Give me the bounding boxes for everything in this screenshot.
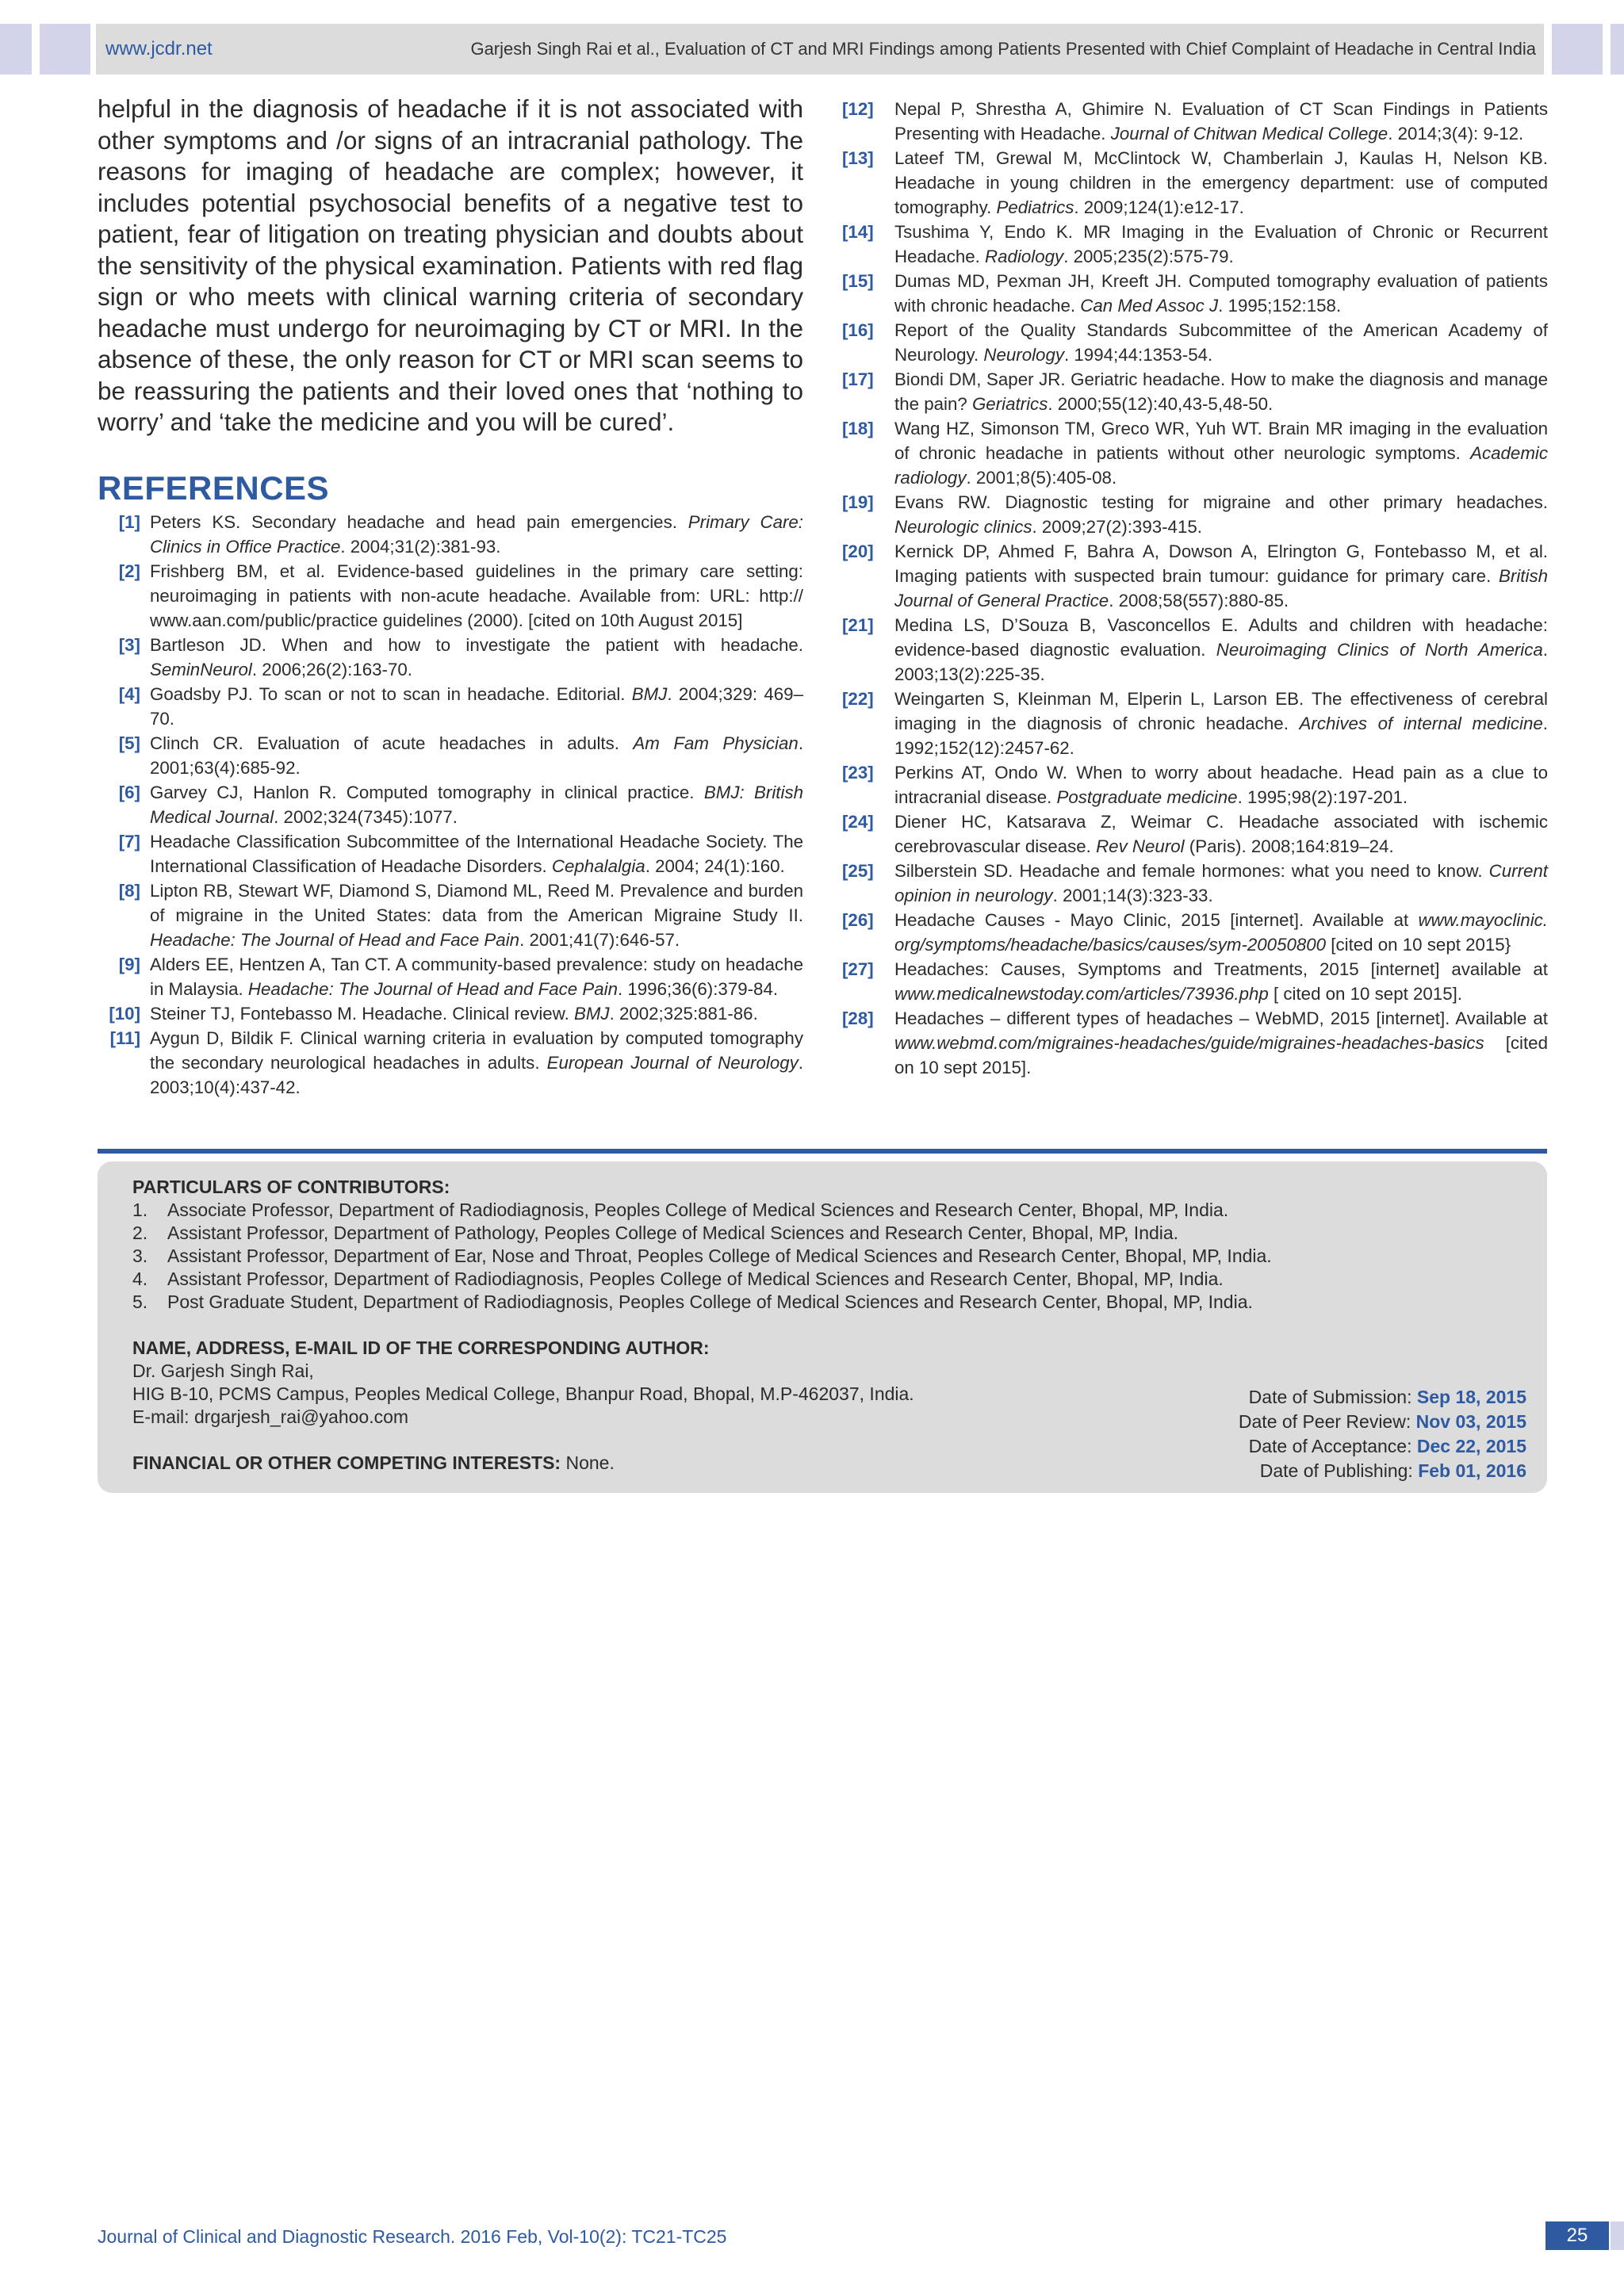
reference-item	[842, 220, 1548, 269]
reference-number: [16]	[842, 320, 874, 340]
header-decor-square-2	[40, 24, 90, 75]
reference-number: [3]	[118, 634, 140, 655]
reference-item	[842, 416, 1548, 490]
reference-item	[842, 957, 1548, 1006]
running-title: Garjesh Singh Rai et al., Evaluation of CT and MRI Findings among Patients Presented with Chief Complaint of Headache in Central India	[470, 39, 1536, 59]
section-divider	[98, 1149, 1547, 1154]
reference-text: Alders EE, Hentzen A, Tan CT. A community-based prevalence: study on headache in Malaysia. Headache: The Journal of Head and Face Pain. 1996;36(6):379-84.	[150, 954, 803, 999]
reference-text: Headaches – different types of headaches – WebMD, 2015 [internet]. Available at www.webmd.com/migraines-headaches/guide/migraines-headaches-basics [cited on 10 sept 2015].	[894, 1008, 1548, 1077]
reference-number: [28]	[842, 1008, 874, 1028]
reference-item	[842, 613, 1548, 687]
reference-item	[842, 760, 1548, 809]
reference-number: [2]	[118, 561, 140, 581]
reference-item	[98, 878, 803, 952]
reference-text: Report of the Quality Standards Subcommittee of the American Academy of Neurology. Neurology. 1994;44:1353-54.	[894, 320, 1548, 365]
site-link[interactable]: www.jcdr.net	[105, 38, 213, 59]
reference-number: [26]	[842, 910, 874, 930]
competing-interests-label: FINANCIAL OR OTHER COMPETING INTERESTS:	[132, 1452, 561, 1473]
reference-text: Headache Causes - Mayo Clinic, 2015 [internet]. Available at www.mayoclinic. org/symptoms/headache/basics/causes/sym-20050800 [cited on 10 sept 2015}	[894, 910, 1548, 955]
date-peer-review: Date of Peer Review: Nov 03, 2015	[1238, 1411, 1526, 1432]
reference-item	[842, 146, 1548, 220]
reference-item	[98, 633, 803, 682]
reference-number: [15]	[842, 271, 874, 291]
reference-text: Bartleson JD. When and how to investigate the patient with headache. SeminNeurol. 2006;26(2):163-70.	[150, 634, 803, 679]
reference-number: [17]	[842, 369, 874, 389]
header-decor-square-1	[0, 24, 32, 75]
reference-number: [12]	[842, 99, 874, 119]
references-heading: REFERENCES	[98, 469, 330, 507]
reference-number: [27]	[842, 959, 874, 979]
reference-text: Frishberg BM, et al. Evidence-based guidelines in the primary care setting: neuroimaging in patients with non-acute headache. Available from: URL: http:// www.aan.com/public/practice guidelines (2000). [cited on 10th August 2015]	[150, 561, 803, 630]
contributor-item: 3. Assistant Professor, Department of Ear, Nose and Throat, Peoples College of Medical Sciences and Research Center, Bhopal, MP, India.	[132, 1246, 1272, 1266]
reference-number: [19]	[842, 492, 874, 512]
reference-item	[842, 859, 1548, 908]
reference-number: [5]	[118, 733, 140, 753]
reference-text: Lateef TM, Grewal M, McClintock W, Chamberlain J, Kaulas H, Nelson KB. Headache in young children in the emergency department: use of computed tomography. Pediatrics. 2009;124(1):e12-17.	[894, 148, 1548, 217]
right-column	[842, 94, 1548, 1080]
contributor-item: 1. Associate Professor, Department of Radiodiagnosis, Peoples College of Medical Sciences and Research Center, Bhopal, MP, India.	[132, 1200, 1229, 1220]
header-decor-square-4	[1611, 24, 1624, 75]
reference-text: Steiner TJ, Fontebasso M. Headache. Clinical review. BMJ. 2002;325:881-86.	[150, 1003, 758, 1024]
reference-number: [20]	[842, 541, 874, 561]
reference-text: Garvey CJ, Hanlon R. Computed tomography in clinical practice. BMJ: British Medical Journal. 2002;324(7345):1077.	[150, 782, 803, 827]
reference-text: Headaches: Causes, Symptoms and Treatments, 2015 [internet] available at www.medicalnewstoday.com/articles/73936.php [ cited on 10 sept 2015].	[894, 959, 1548, 1004]
reference-number: [13]	[842, 148, 874, 168]
reference-text: Dumas MD, Pexman JH, Kreeft JH. Computed tomography evaluation of patients with chronic headache. Can Med Assoc J. 1995;152:158.	[894, 271, 1548, 316]
contributors-heading: PARTICULARS OF CONTRIBUTORS:	[132, 1177, 450, 1197]
corresponding-name: Dr. Garjesh Singh Rai,	[132, 1360, 314, 1381]
date-submission: Date of Submission: Sep 18, 2015	[1248, 1387, 1526, 1407]
contributor-item: 2. Assistant Professor, Department of Pathology, Peoples College of Medical Sciences and Research Center, Bhopal, MP, India.	[132, 1223, 1179, 1243]
reference-text: Wang HZ, Simonson TM, Greco WR, Yuh WT. Brain MR imaging in the evaluation of chronic headache in patients without other neurologic symptoms. Academic radiology. 2001;8(5):405-08.	[894, 419, 1548, 488]
reference-text: Evans RW. Diagnostic testing for migraine and other primary headaches. Neurologic clinics. 2009;27(2):393-415.	[894, 492, 1548, 537]
reference-number: [9]	[118, 954, 140, 974]
reference-number: [1]	[118, 511, 140, 532]
reference-item	[842, 687, 1548, 760]
reference-text: Diener HC, Katsarava Z, Weimar C. Headache associated with ischemic cerebrovascular disease. Rev Neurol (Paris). 2008;164:819–24.	[894, 812, 1548, 856]
author-info-box	[98, 1161, 1547, 1493]
reference-item	[842, 318, 1548, 367]
reference-item	[842, 490, 1548, 539]
reference-text: Tsushima Y, Endo K. MR Imaging in the Evaluation of Chronic or Recurrent Headache. Radiology. 2005;235(2):575-79.	[894, 222, 1548, 266]
date-acceptance: Date of Acceptance: Dec 22, 2015	[1248, 1436, 1526, 1456]
corresponding-address: HIG B-10, PCMS Campus, Peoples Medical College, Bhanpur Road, Bhopal, M.P-462037, India.	[132, 1383, 914, 1404]
reference-item	[842, 367, 1548, 416]
reference-text: Goadsby PJ. To scan or not to scan in headache. Editorial. BMJ. 2004;329: 469–70.	[150, 683, 803, 729]
reference-item	[98, 731, 803, 780]
footer-decor-square	[1611, 2221, 1624, 2250]
reference-item	[98, 682, 803, 731]
reference-text: Weingarten S, Kleinman M, Elperin L, Larson EB. The effectiveness of cerebral imaging in the diagnosis of chronic headache. Archives of internal medicine. 1992;152(12):2457-62.	[894, 689, 1548, 758]
reference-item	[98, 780, 803, 829]
reference-text: Medina LS, D’Souza B, Vasconcellos E. Adults and children with headache: evidence-based diagnostic evaluation. Neuroimaging Clinics of North America. 2003;13(2):225-35.	[894, 615, 1548, 684]
reference-item	[842, 269, 1548, 318]
contributor-item: 4. Assistant Professor, Department of Radiodiagnosis, Peoples College of Medical Sciences and Research Center, Bhopal, MP, India.	[132, 1269, 1224, 1289]
reference-text: Perkins AT, Ondo W. When to worry about headache. Head pain as a clue to intracranial disease. Postgraduate medicine. 1995;98(2):197-201.	[894, 763, 1548, 807]
reference-number: [22]	[842, 689, 874, 709]
reference-item	[842, 809, 1548, 859]
reference-item	[842, 1006, 1548, 1080]
contributors-list	[132, 1199, 1512, 1314]
reference-number: [18]	[842, 419, 874, 438]
reference-text: Lipton RB, Stewart WF, Diamond S, Diamond ML, Reed M. Prevalence and burden of migraine in the United States: data from the American Migraine Study II. Headache: The Journal of Head and Face Pain. 2001;41(7):646-57.	[150, 880, 803, 950]
contributor-item: 5. Post Graduate Student, Department of Radiodiagnosis, Peoples College of Medical Sciences and Research Center, Bhopal, MP, India.	[132, 1292, 1253, 1312]
corresponding-heading: NAME, ADDRESS, E-MAIL ID OF THE CORRESPONDING AUTHOR:	[132, 1337, 710, 1358]
reference-item	[98, 1026, 803, 1100]
publication-dates	[1239, 1385, 1526, 1483]
references-list-left	[98, 510, 803, 1100]
page-number: 25	[1545, 2221, 1609, 2250]
reference-number: [24]	[842, 812, 874, 832]
left-column	[98, 94, 803, 1100]
reference-item	[98, 559, 803, 633]
reference-number: [21]	[842, 615, 874, 635]
reference-item	[98, 829, 803, 878]
reference-number: [25]	[842, 861, 874, 881]
reference-text: Clinch CR. Evaluation of acute headaches in adults. Am Fam Physician. 2001;63(4):685-92.	[150, 733, 804, 778]
header-decor-square-3	[1552, 24, 1603, 75]
reference-item	[98, 510, 803, 559]
reference-text: Headache Classification Subcommittee of the International Headache Society. The International Classification of Headache Disorders. Cephalalgia. 2004; 24(1):160.	[150, 831, 803, 876]
reference-text: Silberstein SD. Headache and female hormones: what you need to know. Current opinion in neurology. 2001;14(3):323-33.	[894, 861, 1548, 905]
reference-number: [14]	[842, 222, 874, 242]
corresponding-email[interactable]: E-mail: drgarjesh_rai@yahoo.com	[132, 1406, 409, 1427]
reference-number: [10]	[109, 1003, 140, 1024]
reference-number: [8]	[118, 880, 140, 901]
reference-number: [6]	[118, 782, 140, 802]
reference-text: Aygun D, Bildik F. Clinical warning criteria in evaluation by computed tomography the secondary neurological headaches in adults. European Journal of Neurology. 2003;10(4):437-42.	[150, 1027, 803, 1097]
reference-item	[842, 908, 1548, 957]
running-header	[96, 24, 1544, 75]
reference-number: [11]	[109, 1027, 140, 1048]
reference-text: Nepal P, Shrestha A, Ghimire N. Evaluation of CT Scan Findings in Patients Presenting with Headache. Journal of Chitwan Medical College. 2014;3(4): 9-12.	[894, 99, 1548, 144]
reference-number: [4]	[118, 683, 140, 704]
reference-item	[842, 539, 1548, 613]
reference-number: [7]	[118, 831, 140, 851]
competing-interests-value: None.	[561, 1452, 615, 1473]
journal-footer: Journal of Clinical and Diagnostic Research. 2016 Feb, Vol-10(2): TC21-TC25	[98, 2226, 727, 2247]
date-publishing: Date of Publishing: Feb 01, 2016	[1259, 1460, 1526, 1481]
references-list-right	[842, 97, 1548, 1080]
reference-item	[98, 952, 803, 1001]
reference-item	[98, 1001, 803, 1026]
reference-number: [23]	[842, 763, 874, 783]
reference-text: Kernick DP, Ahmed F, Bahra A, Dowson A, Elrington G, Fontebasso M, et al. Imaging patients with suspected brain tumour: guidance for primary care. British Journal of General Practice. 2008;58(557):880-85.	[894, 541, 1548, 610]
reference-text: Biondi DM, Saper JR. Geriatric headache. How to make the diagnosis and manage the pain? Geriatrics. 2000;55(12):40,43-5,48-50.	[894, 369, 1548, 414]
reference-item	[842, 97, 1548, 146]
body-paragraph: helpful in the diagnosis of headache if it is not associated with other symptoms and /or signs of an intracranial pathology. The reasons for imaging of headache are complex; however, it includes potential psychosocial benefits of a negative test to patient, fear of litigation on treating physician and doubts about the sensitivity of the physical examination. Patients with red flag sign or who meets with clinical warning criteria of secondary headache must undergo for neuroimaging by CT or MRI. In the absence of these, the only reason for CT or MRI scan seems to be reassuring the patients and their loved ones that ‘nothing to worry’ and ‘take the medicine and you will be cured’.	[98, 94, 803, 436]
reference-text: Peters KS. Secondary headache and head pain emergencies. Primary Care: Clinics in Office Practice. 2004;31(2):381-93.	[150, 511, 803, 557]
